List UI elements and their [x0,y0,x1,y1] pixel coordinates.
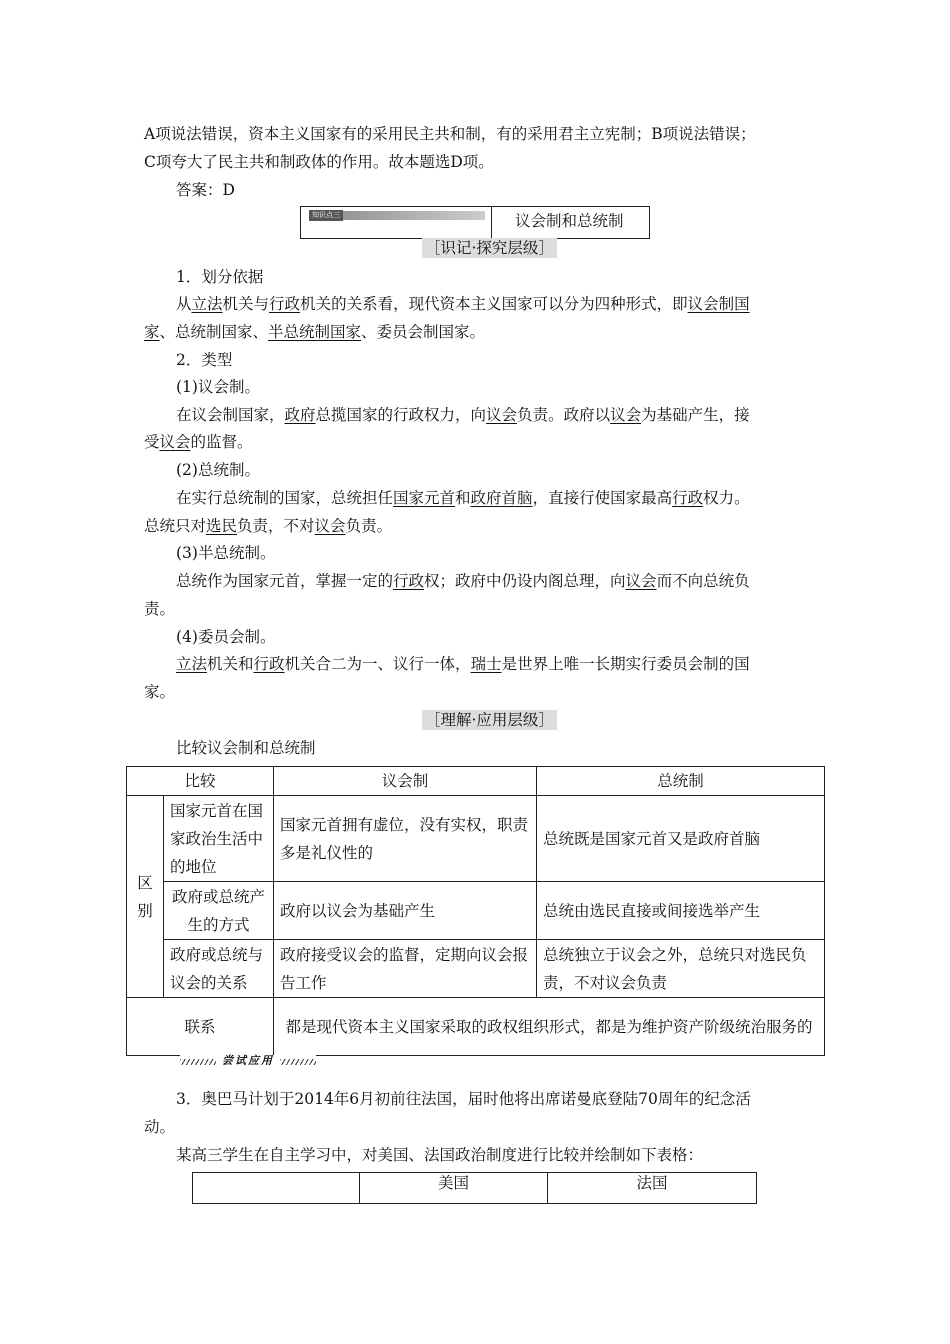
text-line: 责。 [144,600,176,618]
keyword: 选民 [206,517,238,535]
keyword: 议会 [486,406,518,424]
text-line: A项说法错误，资本主义国家有的采用民主共和制，有的采用君主立宪制；B项说法错误； [144,125,756,143]
table-cell: 政府接受议会的监督，定期向议会报告工作 [274,940,537,998]
header-cell [193,1173,360,1204]
hatch-right [280,1059,316,1065]
keyword: 立法 [176,655,208,673]
answer-line: 答案：D [176,181,235,199]
header-cell: 议会制 [274,767,537,796]
text-line: 家。 [144,683,176,701]
keyword: 议会 [159,433,191,451]
header-cell: 总统制 [537,767,825,796]
table-header-row [127,767,825,796]
text-line: 受议会的监督。 [144,433,253,451]
text-line: 从立法机关与行政机关的关系看，现代资本主义国家可以分为四种形式，即议会制国 [176,295,750,313]
keyword: 议会 [314,517,346,535]
us-france-table [192,1172,757,1204]
table-cell: 政府或总统产生的方式 [164,882,274,940]
level-heading-application: ［理解·应用层级］ [422,710,557,730]
header-cell: 美国 [360,1173,548,1204]
section-heading: 2．类型 [176,351,233,369]
table-cell: 政府或总统与议会的关系 [164,940,274,998]
table-row [127,940,825,998]
sub-heading: (4)委员会制。 [176,628,276,646]
comparison-title: 比较议会制和总统制 [176,739,316,757]
try-application-banner [180,1055,316,1067]
table-row-link [127,998,825,1056]
keyword: 政府 [284,406,316,424]
text-line: 总统只对选民负责，不对议会负责。 [144,517,393,535]
sub-heading: (1)议会制。 [176,378,260,396]
table-cell: 政府以议会为基础产生 [274,882,537,940]
try-application-label: 尝试应用 [222,1054,274,1067]
keyword: 行政 [269,295,301,313]
keyword: 立法 [191,295,223,313]
question-line: 3．奥巴马计划于2014年6月初前往法国，届时他将出席诺曼底登陆70周年的纪念活 [176,1090,751,1108]
knowledge-point-tag: 知识点三 [309,210,343,221]
keyword: 半总统制国家 [268,323,362,341]
text-line: C项夸大了民主共和制政体的作用。故本题选D项。 [144,153,494,171]
text-line: 在议会制国家，政府总揽国家的行政权力，向议会负责。政府以议会为基础产生，接 [176,406,750,424]
sub-heading: (3)半总统制。 [176,544,276,562]
table-cell: 都是现代资本主义国家采取的政权组织形式，都是为维护资产阶级统治服务的 [274,998,825,1056]
table-cell: 总统既是国家元首又是政府首脑 [537,796,825,882]
header-cell: 法国 [548,1173,757,1204]
table-cell: 总统独立于议会之外，总统只对选民负责，不对议会负责 [537,940,825,998]
table-cell: 国家元首在国家政治生活中的地位 [164,796,274,882]
level-heading-memory: ［识记·探究层级］ [422,238,557,258]
table-row [127,882,825,940]
keyword: 国家元首 [393,489,456,507]
group-cell: 区别 [127,796,164,998]
hatch-left [180,1059,216,1065]
table-cell: 联系 [127,998,274,1056]
text-line: 立法机关和行政机关合二为一、议行一体，瑞士是世界上唯一长期实行委员会制的国 [176,655,750,673]
keyword: 政府首脑 [470,489,533,507]
section-heading: 1．划分依据 [176,268,264,286]
keyword: 议会 [610,406,642,424]
keyword: 行政 [393,572,425,590]
text-line: 家、总统制国家、半总统制国家、委员会制国家。 [144,323,486,341]
sub-heading: (2)总统制。 [176,461,260,479]
question-line: 某高三学生在自主学习中，对美国、法国政治制度进行比较并绘制如下表格： [176,1146,704,1164]
keyword: 议会 [625,572,657,590]
comparison-table [126,766,825,1056]
keyword: 行政 [253,655,285,673]
table-header-row [193,1173,757,1204]
keyword: 家 [144,323,160,341]
table-cell: 国家元首拥有虚位，没有实权，职责多是礼仪性的 [274,796,537,882]
table-cell: 总统由选民直接或间接选举产生 [537,882,825,940]
question-line: 动。 [144,1118,176,1136]
knowledge-point-box [300,206,650,239]
knowledge-point-banner [301,207,492,238]
keyword: 瑞士 [470,655,502,673]
knowledge-point-title: 议会制和总统制 [515,212,624,230]
text-line: 在实行总统制的国家，总统担任国家元首和政府首脑，直接行使国家最高行政权力。 [176,489,750,507]
keyword: 行政 [672,489,704,507]
text-line: 总统作为国家元首，掌握一定的行政权；政府中仍设内阁总理，向议会而不向总统负 [176,572,750,590]
header-cell: 比较 [127,767,274,796]
table-row [127,796,825,882]
keyword: 议会制国 [687,295,750,313]
